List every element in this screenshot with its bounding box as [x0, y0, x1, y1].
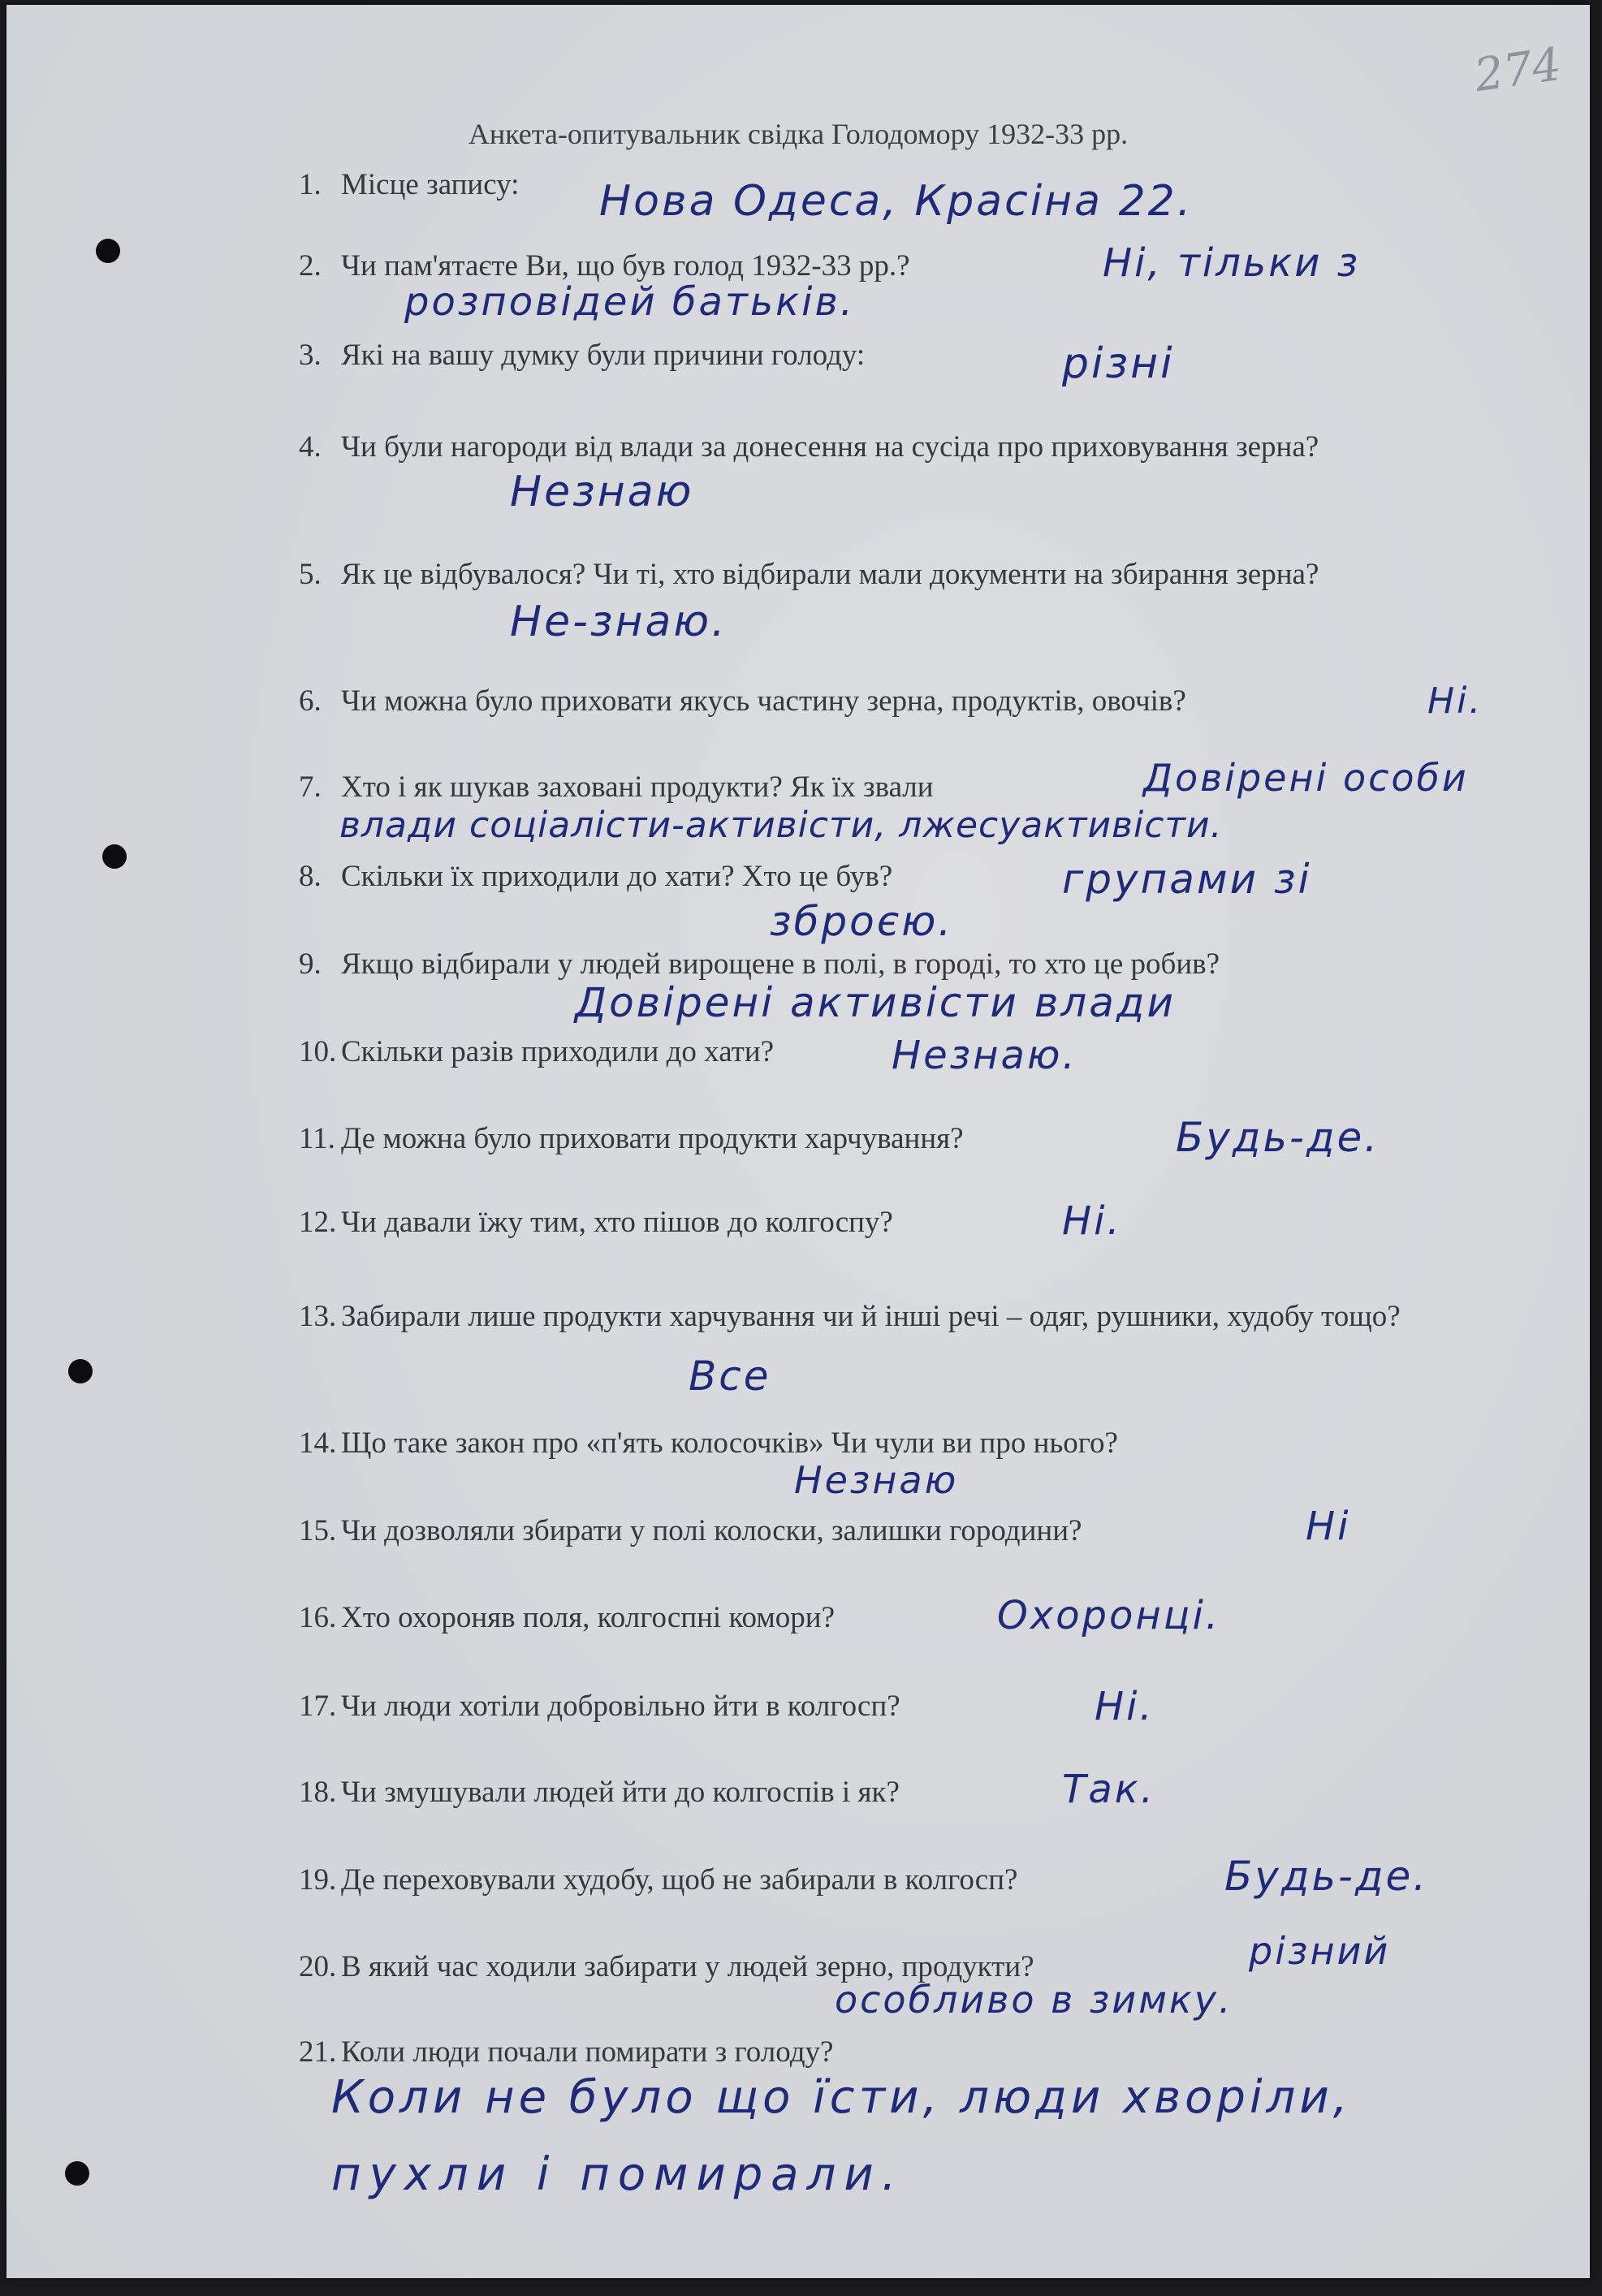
question-text: В який час ходили забирати у людей зерно, продукти?: [341, 1950, 1034, 1983]
answer-8: групами зі: [1062, 856, 1312, 903]
answer-19: Будь-де.: [1224, 1853, 1429, 1900]
answer-3: різні: [1062, 339, 1175, 388]
answer-4: Незнаю: [510, 468, 694, 516]
question-number: 17.: [299, 1690, 337, 1723]
question-3: [299, 338, 865, 373]
answer-21-continued: пухли і помирали.: [331, 2148, 905, 2201]
answer-2: Ні, тільки з: [1103, 240, 1361, 286]
question-21: [299, 2035, 833, 2069]
answer-2-continued: розповідей батьків.: [404, 279, 856, 325]
question-11: [299, 1121, 964, 1156]
question-16: [299, 1600, 835, 1635]
punch-hole-middle: [102, 844, 127, 869]
question-8: [299, 859, 892, 894]
question-10: [299, 1034, 774, 1069]
question-7: [299, 770, 934, 805]
question-number: 7.: [299, 770, 322, 804]
punch-hole-top: [96, 239, 120, 263]
question-number: 3.: [299, 339, 322, 372]
answer-17: Ні.: [1095, 1684, 1155, 1729]
question-number: 1.: [299, 168, 322, 201]
answer-20-continued: особливо в зимку.: [835, 1978, 1233, 2022]
punch-hole-bottom: [65, 2161, 89, 2186]
answer-10: Незнаю.: [892, 1033, 1077, 1078]
answer-5: Не-знаю.: [510, 598, 728, 646]
answer-7: Довірені особи: [1143, 756, 1469, 800]
question-text: Чи давали їжу тим, хто пішов до колгоспу?: [341, 1206, 893, 1239]
question-2: [299, 248, 910, 283]
question-text: Де можна було приховати продукти харчування?: [341, 1122, 964, 1155]
question-19: [299, 1862, 1017, 1897]
question-text: Коли люди почали помирати з голоду?: [341, 2035, 834, 2069]
question-12: [299, 1205, 893, 1240]
answer-16: Охоронці.: [997, 1593, 1221, 1638]
question-number: 21.: [299, 2035, 337, 2069]
question-text: Чи були нагороди від влади за донесення на сусіда про приховування зерна?: [341, 430, 1319, 464]
answer-7-continued: влади соціалісти-активісти, лжесуактивісти.: [339, 805, 1223, 846]
answer-12: Ні.: [1062, 1198, 1122, 1244]
question-number: 6.: [299, 684, 322, 718]
question-6: [299, 684, 1186, 719]
question-14: [299, 1426, 1118, 1461]
question-text: Забирали лише продукти харчування чи й інші речі – одяг, рушники, худобу тощо?: [341, 1300, 1401, 1333]
question-text: Які на вашу думку були причини голоду:: [341, 339, 866, 372]
question-number: 14.: [299, 1426, 337, 1460]
answer-21: Коли не було що їсти, люди хворіли,: [331, 2071, 1352, 2124]
question-number: 8.: [299, 860, 322, 893]
question-text: Як це відбувалося? Чи ті, хто відбирали мали документи на збирання зерна?: [341, 558, 1319, 591]
question-number: 11.: [299, 1122, 335, 1155]
answer-1: Нова Одеса, Красіна 22.: [599, 177, 1194, 226]
answer-9: Довірені активісти влади: [575, 979, 1176, 1026]
archive-number: 274: [1470, 37, 1565, 103]
question-number: 13.: [299, 1300, 337, 1333]
question-text: Хто і як шукав заховані продукти? Як їх звали: [341, 770, 934, 804]
question-1: [299, 167, 519, 202]
answer-18: Так.: [1062, 1767, 1155, 1812]
question-number: 4.: [299, 430, 322, 464]
answer-14: Незнаю: [794, 1458, 959, 1502]
answer-20: різний: [1249, 1929, 1391, 1973]
answer-11: Будь-де.: [1176, 1114, 1380, 1161]
answer-13: Все: [689, 1353, 771, 1400]
answer-8-continued: зброєю.: [770, 898, 954, 945]
question-text: Чи можна було приховати якусь частину зерна, продуктів, овочів?: [341, 684, 1186, 718]
question-number: 9.: [299, 947, 322, 981]
question-5: [299, 550, 1476, 599]
question-text: Що таке закон про «п'ять колосочків» Чи чули ви про нього?: [341, 1426, 1118, 1460]
question-number: 19.: [299, 1863, 337, 1897]
question-text: Чи люди хотіли добровільно йти в колгосп?: [341, 1690, 900, 1723]
question-text: Місце запису:: [341, 168, 520, 201]
question-17: [299, 1689, 900, 1724]
question-number: 20.: [299, 1950, 337, 1983]
question-text: Де переховували худобу, щоб не забирали в колгосп?: [341, 1863, 1018, 1897]
question-text: Скільки їх приходили до хати? Хто це був?: [341, 860, 893, 893]
question-number: 12.: [299, 1206, 337, 1239]
question-9: [299, 947, 1220, 982]
question-13: [299, 1293, 1484, 1341]
answer-6: Ні.: [1427, 680, 1483, 722]
question-text: Чи дозволяли збирати у полі колоски, залишки городини?: [341, 1514, 1082, 1547]
answer-15: Ні: [1306, 1504, 1351, 1549]
question-number: 10.: [299, 1035, 337, 1068]
punch-hole-lower: [68, 1359, 93, 1383]
question-15: [299, 1513, 1082, 1548]
question-text: Скільки разів приходили до хати?: [341, 1035, 775, 1068]
questionnaire-page: [6, 5, 1590, 2278]
question-text: Хто охороняв поля, колгоспні комори?: [341, 1601, 835, 1634]
question-text: Якщо відбирали у людей вирощене в полі, в городі, то хто це робив?: [341, 947, 1220, 981]
question-number: 5.: [299, 558, 322, 591]
question-text: Чи пам'ятаєте Ви, що був голод 1932-33 рр.?: [341, 249, 910, 283]
question-number: 2.: [299, 249, 322, 283]
question-4: [299, 423, 1476, 472]
question-number: 15.: [299, 1514, 337, 1547]
question-number: 16.: [299, 1601, 337, 1634]
question-number: 18.: [299, 1776, 337, 1809]
question-18: [299, 1775, 900, 1810]
question-text: Чи змушували людей йти до колгоспів і як?: [341, 1776, 900, 1809]
page-title: Анкета-опитувальник свідка Голодомору 1932-33 рр.: [468, 118, 1129, 150]
